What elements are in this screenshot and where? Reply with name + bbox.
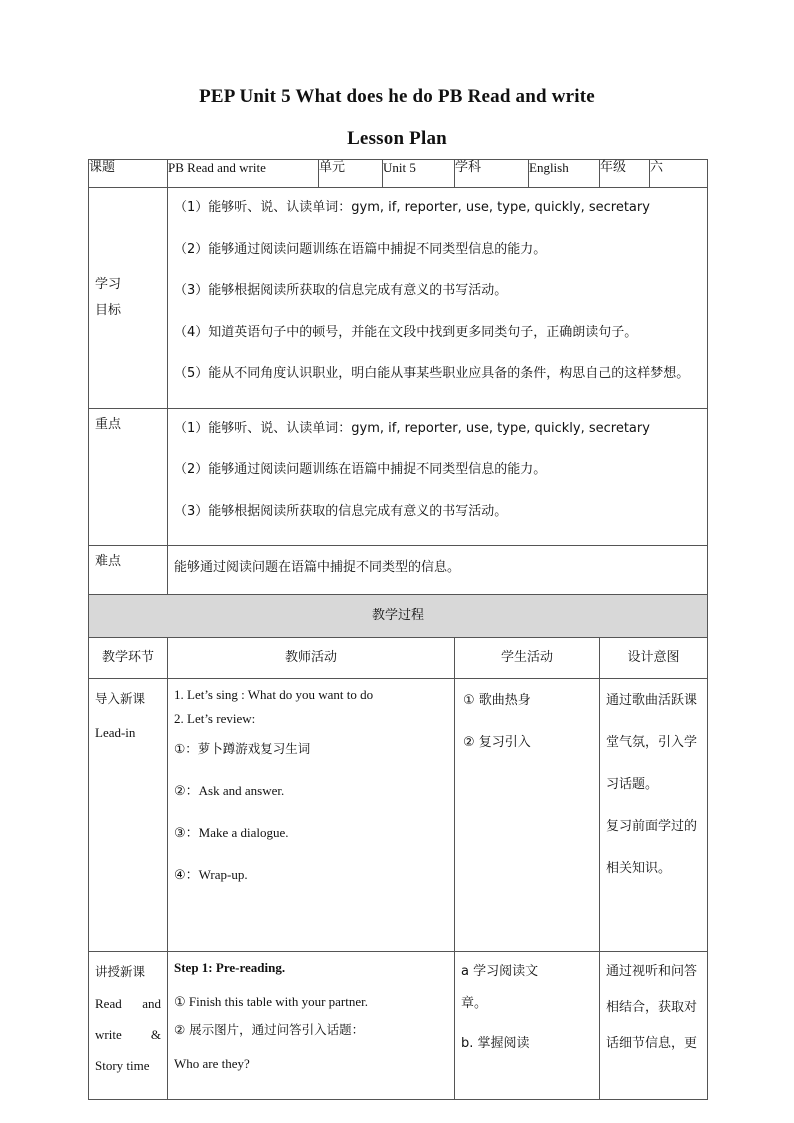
new-lesson-row — [89, 952, 708, 1100]
difficulty-text: 能够通过阅读问题在语篇中捕捉不同类型的信息。 — [168, 546, 708, 595]
process-title-row — [89, 595, 708, 638]
new-lesson-student-line: b. 掌握阅读 — [461, 1036, 530, 1051]
objectives-label — [89, 188, 168, 409]
leadin-design — [600, 679, 708, 952]
topic-value: PB Read and write — [168, 160, 319, 188]
new-lesson-student-line: a 学习阅读文 — [461, 964, 539, 979]
new-lesson-design-line: 话细节信息，更 — [606, 1036, 698, 1051]
subject-value: English — [529, 160, 600, 188]
leadin-design-line: 复习前面学过的 — [606, 819, 698, 834]
grade-label: 年级 — [600, 160, 650, 188]
new-lesson-design-line: 相结合，获取对 — [606, 1000, 698, 1015]
leadin-design-line: 通过歌曲活跃课 — [606, 693, 698, 708]
leadin-teacher-line: 1. Let’s sing : What do you want to do — [174, 687, 374, 702]
leadin-stage-cn: 导入新课 — [95, 691, 146, 706]
process-title: 教学过程 — [89, 595, 708, 638]
leadin-stage — [89, 679, 168, 952]
stage-word: & — [150, 1027, 161, 1042]
leadin-stage-en: Lead-in — [95, 725, 136, 740]
grade-value: 六 — [650, 160, 708, 188]
col-design: 设计意图 — [600, 638, 708, 679]
stage-word: write — [95, 1027, 122, 1042]
document-subtitle: Lesson Plan — [347, 128, 447, 149]
topic-label: 课题 — [89, 160, 168, 188]
header-row — [89, 160, 708, 188]
objectives-label-line1: 学习 — [95, 276, 122, 292]
unit-label: 单元 — [319, 160, 383, 188]
objective-item: （2）能够通过阅读问题训练在语篇中捕捉不同类型信息的能力。 — [174, 241, 547, 257]
new-lesson-teacher-line: Step 1: Pre-reading. — [174, 960, 286, 975]
objectives-label-line2: 目标 — [95, 302, 122, 318]
objective-item: （4）知道英语句子中的顿号，并能在文段中找到更多同类句子，正确朗读句子。 — [174, 324, 638, 340]
subject-label: 学科 — [455, 160, 529, 188]
new-lesson-design — [600, 952, 708, 1100]
key-points-label: 重点 — [89, 408, 168, 546]
col-teacher: 教师活动 — [168, 638, 455, 679]
leadin-teacher — [168, 679, 455, 952]
col-student: 学生活动 — [455, 638, 600, 679]
key-points-row — [89, 408, 708, 546]
leadin-teacher-line: ②：Ask and answer. — [174, 783, 285, 798]
difficulty-label: 难点 — [89, 546, 168, 595]
new-lesson-student — [455, 952, 600, 1100]
objectives-row — [89, 188, 708, 409]
new-lesson-stage-en-line3: Story time — [95, 1058, 150, 1073]
key-point-item: （2）能够通过阅读问题训练在语篇中捕捉不同类型信息的能力。 — [174, 462, 547, 477]
lesson-plan-table — [88, 159, 708, 1100]
leadin-teacher-line: 2. Let’s review: — [174, 711, 256, 726]
col-stage: 教学环节 — [89, 638, 168, 679]
leadin-student-line: ② 复习引入 — [463, 735, 531, 750]
process-header-row — [89, 638, 708, 679]
stage-word: Read — [95, 996, 122, 1011]
key-point-item: （1）能够听、说、认读单词：gym, if, reporter, use, type, quickly, secretary — [174, 420, 650, 436]
leadin-teacher-line: ③：Make a dialogue. — [174, 825, 289, 840]
new-lesson-teacher-line: Who are they? — [174, 1056, 250, 1071]
new-lesson-teacher — [168, 952, 455, 1100]
leadin-student-line: ① 歌曲热身 — [463, 693, 531, 708]
leadin-design-line: 相关知识。 — [606, 861, 672, 876]
leadin-teacher-line: ①：萝卜蹲游戏复习生词 — [174, 741, 311, 756]
difficulty-row — [89, 546, 708, 595]
objective-item: （3）能够根据阅读所获取的信息完成有意义的书写活动。 — [174, 283, 508, 298]
document-title: PEP Unit 5 What does he do PB Read and write — [199, 86, 595, 107]
key-point-item: （3）能够根据阅读所获取的信息完成有意义的书写活动。 — [174, 503, 508, 519]
stage-word: and — [142, 996, 161, 1011]
new-lesson-stage-en-line2 — [95, 1027, 161, 1058]
objective-item: （1）能够听、说、认读单词：gym, if, reporter, use, type, quickly, secretary — [174, 200, 650, 215]
new-lesson-teacher-line: ② 展示图片，通过问答引入话题： — [174, 1022, 365, 1037]
leadin-student — [455, 679, 600, 952]
leadin-row — [89, 679, 708, 952]
new-lesson-design-line: 通过视听和问答 — [606, 964, 698, 979]
leadin-design-line: 习话题。 — [606, 777, 659, 792]
unit-value: Unit 5 — [383, 160, 455, 188]
new-lesson-stage — [89, 952, 168, 1100]
objective-item: （5）能从不同角度认识职业，明白能从事某些职业应具备的条件，构思自己的这样梦想。 — [174, 366, 690, 381]
new-lesson-teacher-line: ① Finish this table with your partner. — [174, 994, 368, 1009]
new-lesson-stage-cn: 讲授新课 — [95, 964, 146, 979]
objectives-list — [168, 188, 708, 409]
key-points-list — [168, 408, 708, 546]
leadin-teacher-line: ④：Wrap-up. — [174, 867, 248, 882]
new-lesson-stage-en-line1 — [95, 996, 161, 1027]
leadin-design-line: 堂气氛，引入学 — [606, 735, 698, 750]
new-lesson-student-line: 章。 — [461, 996, 488, 1011]
